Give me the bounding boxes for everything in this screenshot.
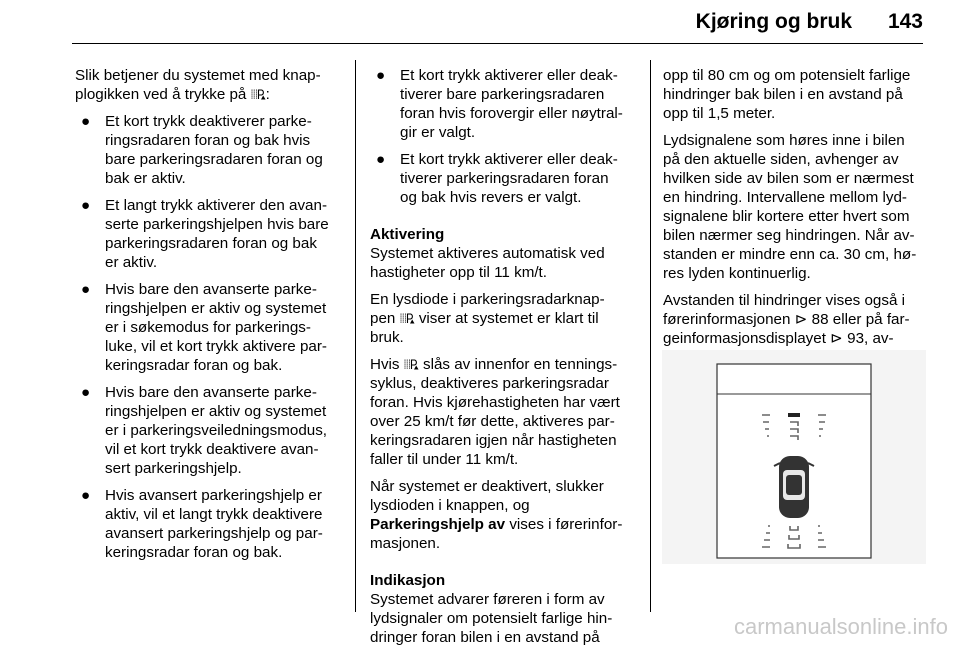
- list-item: ● Et langt trykk aktiverer den avan- serte parkeringshjelpen hvis bare parkeringsradaren foran og bak er aktiv.: [81, 197, 329, 271]
- list-item: ● Hvis bare den avanserte parke- ringshjelpen er aktiv og systemet er i søkemodus for parkerings- luke, vil et kort trykk aktivere par- keringsradar foran og bak.: [81, 281, 327, 374]
- list-item: ● Et kort trykk aktiverer eller deak- tiverer bare parkeringsradaren foran hvis forovergir eller nøytral- gir er valgt.: [376, 67, 623, 141]
- parking-assist-icon: [400, 310, 415, 321]
- vehicle-icon: [774, 456, 814, 518]
- bullet-icon: ●: [81, 281, 91, 298]
- page-number: 143: [887, 10, 923, 33]
- column-divider-2: [650, 60, 651, 612]
- header-rule: [72, 43, 923, 44]
- column-3: [663, 66, 933, 375]
- list-item: ● Hvis bare den avanserte parke- ringshjelpen er aktiv og systemet er i parkeringsveiledningsmodus, vil et kort trykk deaktivere avan- sert parkeringshjelp.: [81, 384, 328, 477]
- front-center-active-segment: [788, 413, 800, 417]
- intro-paragraph: Slik betjener du systemet med knap- plogikken ved å trykke på :: [75, 67, 321, 103]
- reference-arrow-icon: ⊳: [830, 330, 843, 347]
- header-title: Kjøring og bruk: [695, 10, 852, 33]
- page-header: [0, 0, 960, 44]
- bullet-icon: ●: [81, 384, 91, 401]
- parking-radar-figure: [662, 350, 926, 564]
- activation-paragraph: Systemet aktiveres automatisk ved hastigheter opp til 11 km/t.: [370, 245, 605, 281]
- parking-radar-display: [662, 350, 926, 564]
- column-divider-1: [355, 60, 356, 612]
- parking-assist-icon: [251, 86, 266, 97]
- distance-paragraph: opp til 80 cm og om potensielt farlige hindringer bak bilen i en avstand på opp til 1,5 meter.: [663, 67, 911, 122]
- message-text: Parkeringshjelp av: [370, 516, 506, 533]
- reference-arrow-icon: ⊳: [794, 311, 808, 328]
- column-2: [370, 66, 646, 655]
- parking-assist-icon: [404, 356, 419, 367]
- column-1: [75, 66, 347, 570]
- bullet-icon: ●: [81, 113, 91, 130]
- list-item: ● Et kort trykk deaktiverer parke- ringsradaren foran og bak hvis bare parkeringsradaren foran og bak er aktiv.: [81, 113, 323, 187]
- heading-indication: Indikasjon: [370, 572, 446, 589]
- watermark: carmanualsonline.info: [733, 614, 948, 639]
- indication-paragraph: Systemet advarer føreren i form av lydsignaler om potensielt farlige hin- dringer foran bilen i en avstand på: [370, 591, 613, 646]
- led-paragraph: En lysdiode i parkeringsradarknap- pen viser at systemet er klart til bruk.: [370, 291, 605, 346]
- display-paragraph: Avstanden til hindringer vises også i førerinformasjonen ⊳ 88 eller på far- geinformasjonsdisplayet ⊳ 93, av-: [663, 292, 910, 347]
- deactivation-paragraph: Hvis slås av innenfor en tennings- syklus, deaktiveres parkeringsradar foran. Hvis kjørehastigheten har vært over 25 km/t før dette, aktiveres par- keringsradaren igjen når hastigheten faller til under 11 km/t.: [370, 356, 620, 468]
- bullet-icon: ●: [81, 197, 91, 214]
- list-item: ● Et kort trykk aktiverer eller deak- tiverer parkeringsradaren foran og bak hvis revers er valgt.: [376, 151, 618, 206]
- bullet-icon: ●: [376, 151, 386, 168]
- sound-paragraph: Lydsignalene som høres inne i bilen på den aktuelle siden, avhenger av hvilken side av bilen som er nærmest en hindring. Intervallene mellom lyd- signalene blir kortere etter hvert som bilen nærmer seg hindringen. Når av- standen er mindre enn ca. 30 cm, hø- res lyden kontinuerlig.: [663, 132, 917, 282]
- bullet-icon: ●: [376, 67, 386, 84]
- list-item: ● Hvis avansert parkeringshjelp er aktiv, vil et langt trykk deaktivere avansert parkeringshjelp og par- keringsradar foran og bak.: [81, 487, 323, 561]
- off-paragraph: Når systemet er deaktivert, slukker lysdioden i knappen, og Parkeringshjelp av vises i førerinfor- masjonen.: [370, 478, 623, 552]
- heading-activation: Aktivering: [370, 226, 445, 243]
- bullet-icon: ●: [81, 487, 91, 504]
